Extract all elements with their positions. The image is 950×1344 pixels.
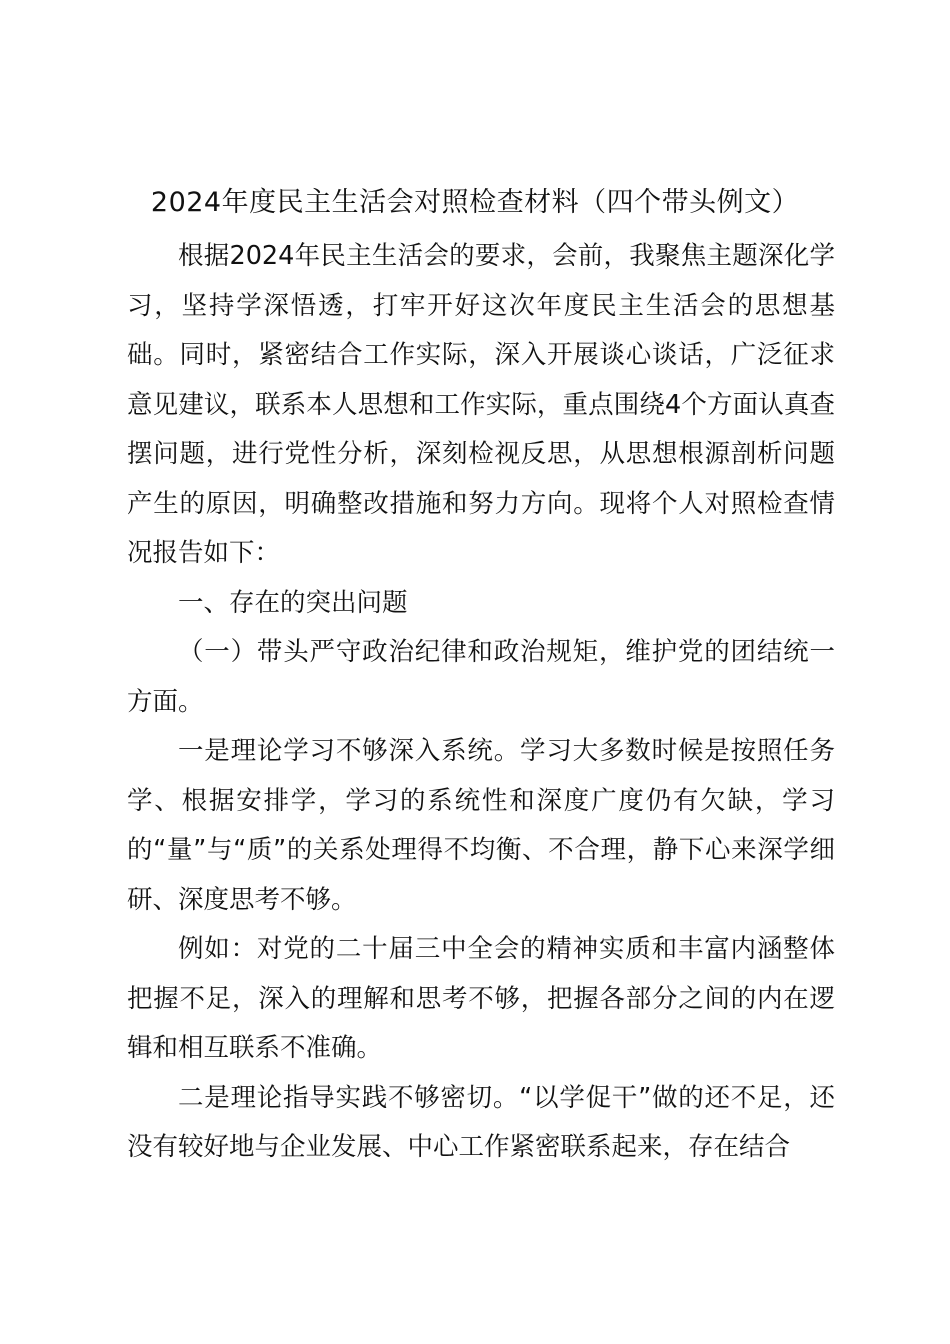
paragraph-point-two: 二是理论指导实践不够密切。“以学促干”做的还不足，还没有较好地与企业发展、中心工作紧密联系起来，存在结合 <box>127 1082 835 1162</box>
document-body <box>127 232 835 1173</box>
paragraph-point-one: 一是理论学习不够深入系统。学习大多数时候是按照任务学、根据安排学，学习的系统性和深度广度仍有欠缺，学习的“量”与“质”的关系处理得不均衡、不合理，静下心来深学细研、深度思考不够。 <box>127 736 835 915</box>
section-heading: 一、存在的突出问题 <box>178 587 408 618</box>
document-title: 2024年度民主生活会对照检查材料（四个带头例文） <box>150 187 800 218</box>
subsection-heading: （一）带头严守政治纪律和政治规矩，维护党的团结统一方面。 <box>127 637 835 717</box>
paragraph-intro: 根据2024年民主生活会的要求，会前，我聚焦主题深化学习，坚持学深悟透，打牢开好这次年度民主生活会的思想基础。同时，紧密结合工作实际，深入开展谈心谈话，广泛征求意见建议，联系本人思想和工作实际，重点围绕4个方面认真查摆问题，进行党性分析，深刻检视反思，从思想根源剖析问题产生的原因，明确整改措施和努力方向。现将个人对照检查情况报告如下： <box>127 241 835 568</box>
paragraph-example: 例如：对党的二十届三中全会的精神实质和丰富内涵整体把握不足，深入的理解和思考不够，把握各部分之间的内在逻辑和相互联系不准确。 <box>127 934 835 1063</box>
